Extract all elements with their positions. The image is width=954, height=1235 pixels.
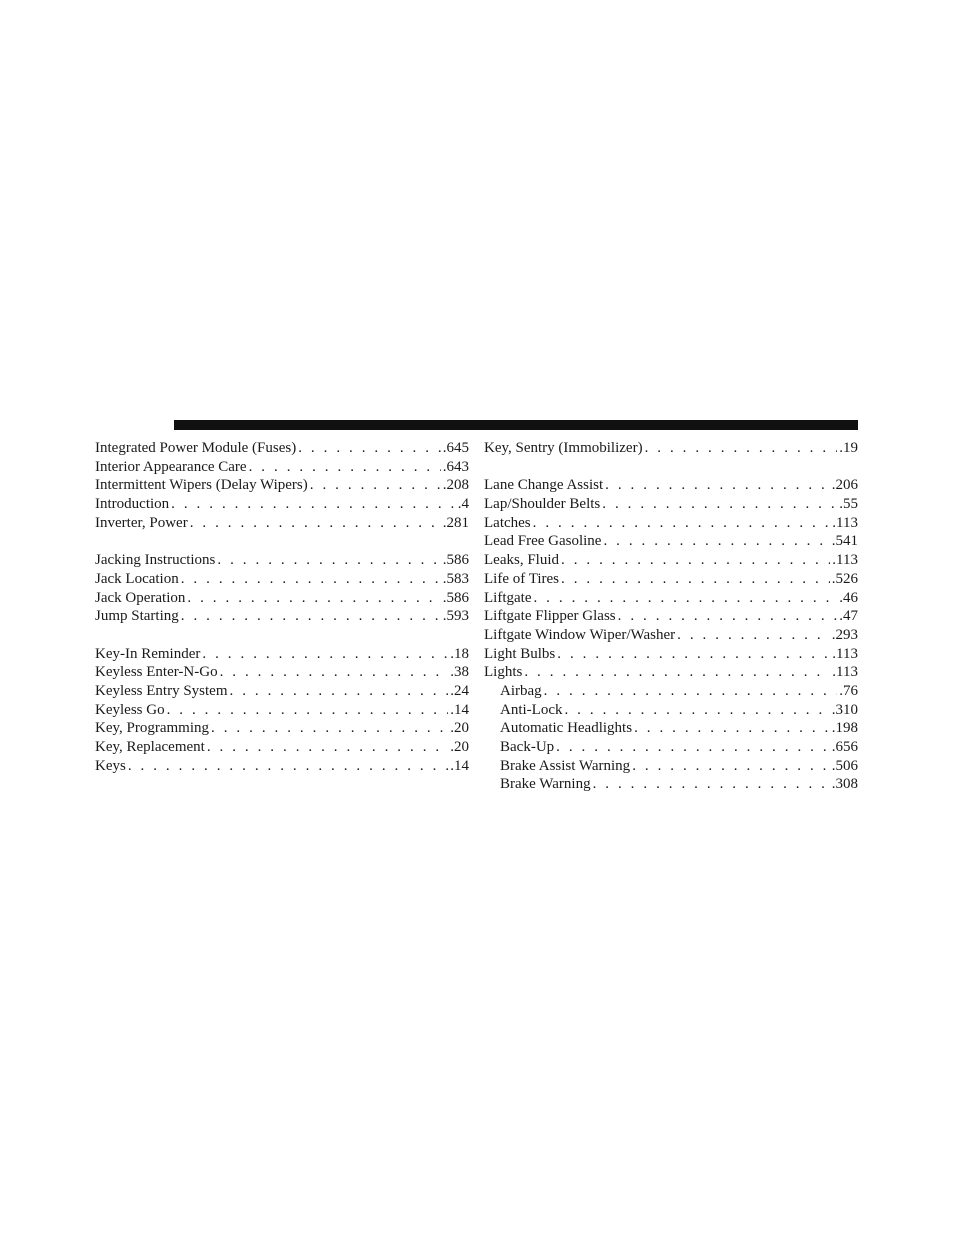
dot-leader: [298, 439, 441, 458]
entry-page-number: .113: [832, 514, 858, 531]
dot-leader: [645, 439, 838, 458]
dot-leader: [593, 775, 830, 794]
header-rule: [174, 420, 858, 430]
dot-leader: [181, 607, 441, 626]
index-subentry: [484, 719, 858, 738]
entry-label: Leaks, Fluid: [484, 552, 559, 569]
entry-label: Keyless Entry System: [95, 682, 228, 699]
index-entry: [95, 757, 469, 776]
index-column-right: [484, 439, 858, 794]
entry-page-number: .4: [457, 496, 469, 513]
entry-page-number: .281: [442, 514, 469, 531]
dot-leader: [187, 589, 440, 608]
index-entry: [95, 439, 469, 458]
dot-leader: [202, 645, 448, 664]
entry-page-number: .208: [442, 477, 469, 494]
index-entry: [95, 551, 469, 570]
entry-page-number: .18: [450, 645, 469, 662]
entry-label: Key, Programming: [95, 720, 210, 737]
entry-label: Back-Up: [500, 739, 555, 755]
entry-label: Airbag: [500, 682, 542, 699]
entry-label: Interior Appearance Care: [95, 458, 247, 475]
index-column-left: [95, 439, 469, 775]
dot-leader: [544, 682, 838, 701]
index-entry: [95, 738, 469, 757]
index-entry: [484, 589, 858, 608]
entry-page-number: .586: [442, 589, 469, 606]
index-subentry: [484, 738, 858, 757]
entry-label: Brake Warning: [500, 776, 591, 793]
dot-leader: [128, 757, 448, 776]
index-entry: [95, 589, 469, 608]
index-entry: [95, 476, 469, 495]
dot-leader: [557, 645, 830, 664]
dot-leader: [533, 514, 831, 533]
entry-label: Latches: [484, 514, 531, 531]
dot-leader: [207, 738, 448, 757]
index-subentry: [484, 701, 858, 720]
dot-leader: [561, 570, 830, 589]
dot-leader: [556, 738, 830, 757]
entry-page-number: .506: [831, 757, 858, 774]
entry-page-number: .113: [832, 664, 858, 681]
entry-label: Lane Change Assist: [484, 477, 604, 494]
index-entry: [484, 532, 858, 551]
dot-leader: [310, 476, 441, 495]
dot-leader: [632, 757, 830, 776]
dot-leader: [217, 551, 440, 570]
entry-label: Liftgate Window Wiper/Washer: [484, 626, 676, 643]
entry-page-number: .593: [442, 608, 469, 625]
entry-label: Jacking Instructions: [95, 552, 216, 569]
index-entry: [95, 645, 469, 664]
index-entry: [95, 607, 469, 626]
entry-page-number: .14: [450, 701, 469, 718]
dot-leader: [561, 551, 830, 570]
entry-label: Jack Location: [95, 570, 179, 587]
index-entry: [484, 570, 858, 589]
index-entry: [484, 607, 858, 626]
index-entry: [484, 514, 858, 533]
dot-leader: [190, 514, 441, 533]
entry-label: Jump Starting: [95, 608, 179, 625]
entry-label: Liftgate: [484, 589, 532, 606]
entry-page-number: .46: [839, 589, 858, 606]
entry-page-number: .526: [831, 570, 858, 587]
index-entry: [484, 495, 858, 514]
dot-leader: [618, 607, 838, 626]
entry-label: Lead Free Gasoline: [484, 533, 602, 550]
index-subentry: [484, 682, 858, 701]
index-entry: [484, 439, 858, 458]
index-subentry: [484, 757, 858, 776]
entry-page-number: .586: [442, 552, 469, 569]
index-entry: [95, 719, 469, 738]
entry-label: Keys: [95, 757, 126, 774]
entry-label: Key, Replacement: [95, 739, 205, 755]
entry-page-number: .20: [450, 720, 469, 737]
entry-label: Key, Sentry (Immobilizer): [484, 440, 643, 456]
entry-label: Brake Assist Warning: [500, 757, 631, 774]
dot-leader: [249, 458, 441, 477]
entry-label: Jack Operation: [95, 589, 186, 606]
index-entry: [95, 570, 469, 589]
index-entry: [484, 663, 858, 682]
section-gap: [95, 532, 469, 551]
entry-label: Inverter, Power: [95, 514, 188, 531]
index-entry: [484, 626, 858, 645]
entry-page-number: .55: [839, 496, 858, 513]
dot-leader: [181, 570, 441, 589]
section-gap: [95, 626, 469, 645]
entry-label: Life of Tires: [484, 570, 559, 587]
section-gap: [484, 458, 858, 477]
entry-label: Automatic Headlights: [500, 720, 633, 737]
entry-page-number: .19: [839, 440, 858, 456]
entry-page-number: .206: [831, 477, 858, 494]
entry-page-number: .643: [442, 458, 469, 475]
entry-label: Integrated Power Module (Fuses): [95, 440, 297, 456]
entry-label: Lap/Shoulder Belts: [484, 496, 601, 513]
entry-label: Keyless Go: [95, 701, 165, 718]
dot-leader: [605, 476, 830, 495]
dot-leader: [677, 626, 830, 645]
entry-label: Liftgate Flipper Glass: [484, 608, 616, 625]
index-entry: [484, 551, 858, 570]
index-entry: [484, 476, 858, 495]
entry-page-number: .47: [839, 608, 858, 625]
entry-page-number: .656: [831, 739, 858, 755]
dot-leader: [230, 682, 449, 701]
entry-label: Light Bulbs: [484, 645, 556, 662]
index-entry: [95, 663, 469, 682]
index-entry: [95, 495, 469, 514]
entry-page-number: .20: [450, 739, 469, 755]
entry-label: Introduction: [95, 496, 170, 513]
index-entry: [484, 645, 858, 664]
entry-label: Key-In Reminder: [95, 645, 201, 662]
dot-leader: [211, 719, 448, 738]
entry-page-number: .24: [450, 682, 469, 699]
entry-page-number: .541: [831, 533, 858, 550]
entry-page-number: .310: [831, 701, 858, 718]
dot-leader: [603, 532, 829, 551]
dot-leader: [634, 719, 830, 738]
entry-page-number: .76: [839, 682, 858, 699]
entry-page-number: .14: [450, 757, 469, 774]
entry-label: Intermittent Wipers (Delay Wipers): [95, 477, 308, 494]
dot-leader: [171, 495, 456, 514]
index-entry: [95, 701, 469, 720]
index-entry: [95, 682, 469, 701]
dot-leader: [602, 495, 837, 514]
entry-label: Anti-Lock: [500, 701, 563, 718]
dot-leader: [564, 701, 829, 720]
dot-leader: [533, 589, 837, 608]
entry-page-number: .583: [442, 570, 469, 587]
entry-page-number: .645: [442, 440, 469, 456]
dot-leader: [220, 663, 449, 682]
entry-page-number: .113: [832, 552, 858, 569]
entry-page-number: .293: [831, 626, 858, 643]
index-subentry: [484, 775, 858, 794]
entry-label: Keyless Enter-N-Go: [95, 664, 218, 681]
dot-leader: [524, 663, 830, 682]
index-entry: [95, 458, 469, 477]
index-entry: [95, 514, 469, 533]
dot-leader: [167, 701, 449, 720]
entry-page-number: .38: [450, 664, 469, 681]
entry-page-number: .113: [832, 645, 858, 662]
entry-page-number: .308: [831, 776, 858, 793]
entry-page-number: .198: [831, 720, 858, 737]
entry-label: Lights: [484, 664, 523, 681]
